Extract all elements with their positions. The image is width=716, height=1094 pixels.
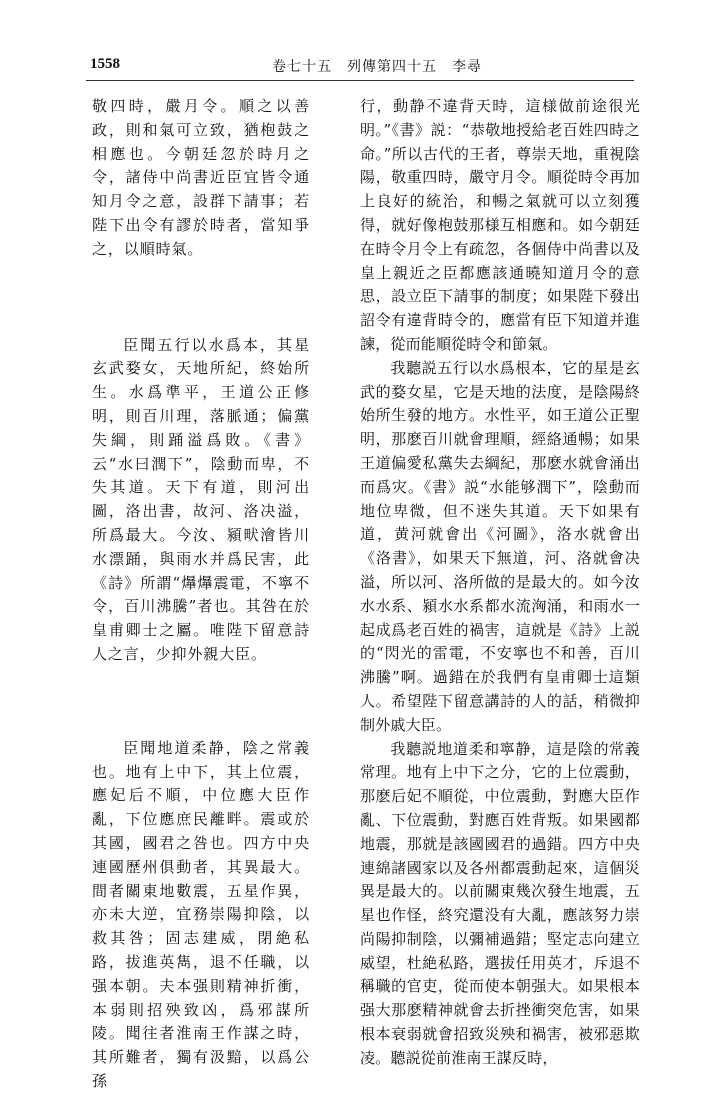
- page-header: [0, 0, 716, 86]
- translation-paragraph-2-text: 我聽説五行以水爲根本，它的星是玄武的婺女星，它是天地的法度，是陰陽終始所生發的地方。水性平，如王道公正聖明，那麽百川就會理順，經絡通暢；如果王道偏愛私黨失去綱紀，那麽水就會涌出而爲灾。《書》説“水能够潤下”，陰動而地位卑微，但不迷失其道。天下如果有道，黄河就會出《河圖》，洛水就會出《洛書》，如果天下無道，河、洛就會决溢，所以河、洛所做的是最大的。如今汝水水系、潁水水系都水流洶涌，和雨水一起成爲老百姓的禍害，這就是《詩》上説的“閃光的雷電，不安寧也不和善，百川沸騰”啊。過錯在於我們有皇甫卿士這類人。希望陛下留意講詩的人的話，稍微抑制外戚大臣。: [360, 358, 640, 734]
- translation-paragraph-3: [360, 738, 640, 1071]
- page-number: 1558: [90, 56, 120, 72]
- running-head: 卷七十五 列傳第四十五 李尋: [272, 59, 482, 75]
- header-rule: [86, 80, 634, 81]
- paragraph-gap: [92, 262, 310, 334]
- translation-paragraph-3-text: 我聽説地道柔和寧静，這是陰的常義常理。地有上中下之分，它的上位震動，那麽后妃不順從，中位震動，對應大臣作亂、下位震動，對應百姓背叛。如果國都地震，那就是該國國君的過錯。四方中央連綿諸國家以及各州都震動起來，這個災異是最大的。以前關東幾次發生地震，五星也作怪，終究還没有大亂，應該努力崇尚陽抑制陰，以彌補過錯；堅定志向建立威望，杜絶私路，選拔任用英才，斥退不稱職的官吏，從而使本朝强大。如果根本强大那麽精神就會去折挫衝突危害，如果根本衰弱就會招致災殃和禍害，被邪惡欺凌。聽説從前淮南王謀反時，: [360, 739, 640, 1067]
- translation-paragraph-1-text: 行，動静不違背天時，這様做前途很光明。”《書》説：“恭敬地授給老百姓四時之命。”所以古代的王者，尊崇天地，重視陰陽，敬重四時，嚴守月令。順從時令再加上良好的統治，和暢之氣就可以立刻獲得，就好像枹鼓那様互相應和。如今朝廷在時令月令上有疏忽，各個侍中尚書以及皇上親近之臣都應該通曉知道月令的意思，設立臣下請事的制度；如果陛下發出詔令有違背時令的，應當有臣下知道并進諫，從而能順從時令和節氣。: [360, 97, 640, 353]
- modern-translation-column: [360, 95, 640, 1071]
- classical-paragraph-2: [92, 334, 310, 667]
- classical-paragraph-2-text: 臣聞五行以水爲本，其星玄武婺女，天地所紀，終始所生。水爲準平，王道公正修明，則百川理，落脈通；偏黨失綱，則踊溢爲敗。《書》云“水曰潤下”，陰動而卑，不失其道。天下有道，則河出圖，洛出書，故河、洛决溢，所爲最大。今汝、潁畎澮皆川水漂踊，與雨水并爲民害，此《詩》所謂“爗爗震電，不寧不令，百川沸騰”者也。其咎在於皇甫卿士之屬。唯陛下留意詩人之言，少抑外親大臣。: [92, 335, 310, 663]
- classical-paragraph-3: [92, 737, 310, 1094]
- classical-paragraph-1-text: 敬四時，嚴月令。順之以善政，則和氣可立致，猶枹鼓之相應也。今朝廷忽於時月之令，諸侍中尚書近臣宜皆令通知月令之意，設群下請事；若陛下出令有謬於時者，當知爭之，以順時氣。: [92, 97, 310, 258]
- classical-paragraph-3-text: 臣聞地道柔静，陰之常義也。地有上中下，其上位震，應妃后不順，中位應大臣作亂，下位應庶民離畔。震或於其國，國君之咎也。四方中央連國歷州俱動者，其異最大。間者關東地數震，五星作異，亦未大逆，宜務崇陽抑陰，以救其咎；固志建威，閉絶私路，拔進英雋，退不任職，以强本朝。夫本强則精神折衝，本弱則招殃致凶，爲邪謀所陵。聞往者淮南王作謀之時，其所難者，獨有汲黯，以爲公孫: [92, 738, 310, 1090]
- translation-paragraph-1: [360, 95, 640, 357]
- translation-paragraph-2: [360, 357, 640, 738]
- classical-paragraph-1: [92, 95, 310, 262]
- paragraph-gap: [92, 667, 310, 737]
- classical-text-column: [92, 95, 310, 1094]
